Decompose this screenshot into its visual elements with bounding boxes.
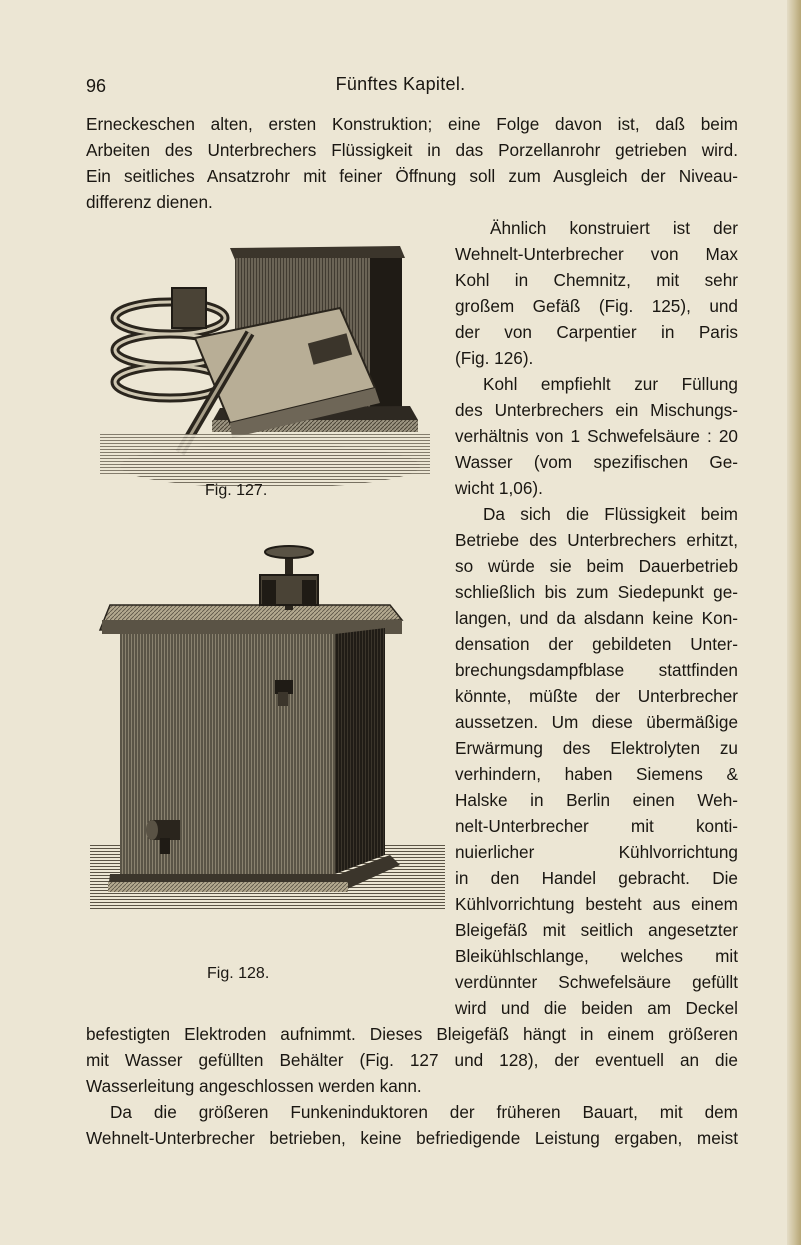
column-line: densation der gebildeten Unter- [455, 634, 738, 654]
column-line: Betriebe des Unterbrechers erhitzt, [455, 530, 738, 550]
column-line: verdünnter Schwefelsäure gefüllt [455, 972, 738, 992]
column-line: wird und die beiden am Deckel [455, 998, 738, 1018]
page-edge [787, 0, 801, 1245]
column-line: Bleigefäß mit seitlich angesetzter [455, 920, 738, 940]
fig128-caption: Fig. 128. [207, 965, 270, 982]
column-line: Wasser (vom spezifischen Ge- [455, 452, 738, 472]
body-line: Arbeiten des Unterbrechers Flüssigkeit in das Porzellanrohr getrieben wird. [86, 140, 738, 160]
column-line: des Unterbrechers ein Mischungs- [455, 400, 738, 420]
body-line: mit Wasser gefüllten Behälter (Fig. 127 und 128), der eventuell an die [86, 1050, 738, 1070]
column-line: Kühlvorrichtung besteht aus einem [455, 894, 738, 914]
column-line: Erwärmung des Elektrolyten zu [455, 738, 738, 758]
column-line: in den Handel gebracht. Die [455, 868, 738, 888]
column-line: Kohl empfiehlt zur Füllung [483, 374, 738, 394]
body-line: differenz dienen. [86, 192, 213, 212]
body-line: Wasserleitung angeschlossen werden kann. [86, 1076, 422, 1096]
running-head: Fünftes Kapitel. [335, 74, 466, 94]
column-line: nelt-Unterbrecher mit konti- [455, 816, 738, 836]
column-line: nuierlicher Kühlvorrichtung [455, 842, 738, 862]
fig127-illustration [100, 238, 440, 498]
body-line: Da die größeren Funkeninduktoren der früheren Bauart, mit dem [110, 1102, 738, 1122]
column-line: langen, und da alsdann keine Kon- [455, 608, 738, 628]
body-line: befestigten Elektroden aufnimmt. Dieses Bleigefäß hängt in einem größeren [86, 1024, 738, 1044]
fig127-caption: Fig. 127. [205, 482, 268, 499]
column-line: Ähnlich konstruiert ist der [490, 218, 738, 238]
column-line: Da sich die Flüssigkeit beim [483, 504, 738, 524]
column-line: verhältnis von 1 Schwefelsäure : 20 [455, 426, 738, 446]
column-line: verhindern, haben Siemens & [455, 764, 738, 784]
column-line: aussetzen. Um diese übermäßige [455, 712, 738, 732]
column-line: der von Carpentier in Paris [455, 322, 738, 342]
column-line: wicht 1,06). [455, 478, 543, 498]
fig128-illustration [90, 520, 450, 970]
column-line: Bleikühlschlange, welches mit [455, 946, 738, 966]
column-line: schließlich bis zum Siedepunkt ge- [455, 582, 738, 602]
column-line: Kohl in Chemnitz, mit sehr [455, 270, 738, 290]
column-line: könnte, müßte der Unterbrecher [455, 686, 738, 706]
body-line: Ein seitliches Ansatzrohr mit feiner Öffnung soll zum Ausgleich der Niveau- [86, 166, 738, 186]
column-line: großem Gefäß (Fig. 125), und [455, 296, 738, 316]
body-line: Wehnelt-Unterbrecher betrieben, keine befriedigende Leistung ergaben, meist [86, 1128, 738, 1148]
column-line: so würde sie beim Dauerbetrieb [455, 556, 738, 576]
figure-128 [90, 520, 450, 970]
column-line: (Fig. 126). [455, 348, 534, 368]
column-line: brechungsdampfblase stattfinden [455, 660, 738, 680]
column-line: Wehnelt-Unterbrecher von Max [455, 244, 738, 264]
column-line: Halske in Berlin einen Weh- [455, 790, 738, 810]
page-number: 96 [86, 76, 107, 96]
figure-127 [100, 238, 440, 498]
body-line: Erneckeschen alten, ersten Konstruktion; eine Folge davon ist, daß beim [86, 114, 738, 134]
page-header [0, 72, 801, 102]
